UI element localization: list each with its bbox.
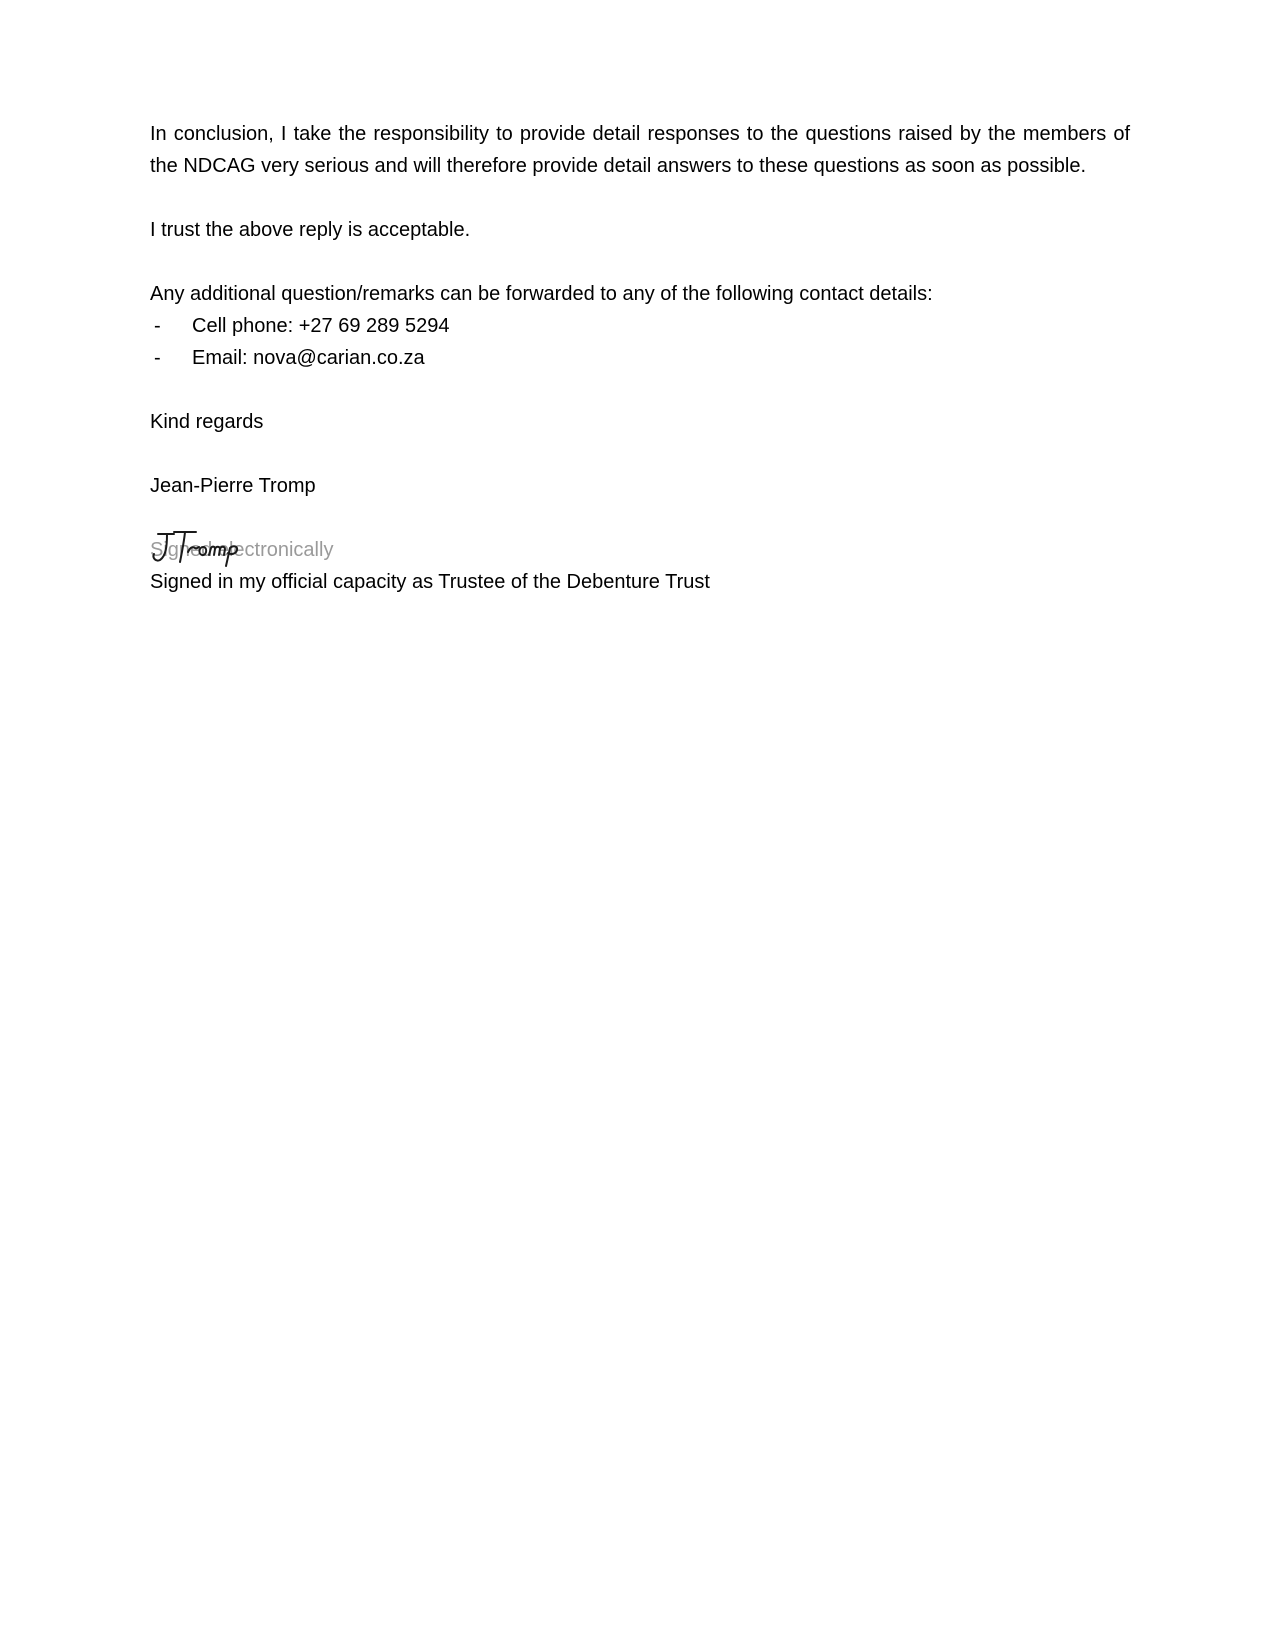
- conclusion-paragraph: In conclusion, I take the responsibility to provide detail responses to the questions raised by the members of the NDCAG very serious and will therefore provide detail answers to these questions as soon as possible.: [150, 123, 1130, 177]
- bullet-dash: -: [154, 347, 161, 369]
- contact-email: Email: nova@carian.co.za: [192, 347, 425, 369]
- signatory-name: Jean-Pierre Tromp: [150, 475, 316, 497]
- bullet-dash: -: [154, 315, 161, 337]
- signature-strokes: [153, 532, 237, 566]
- trust-line: I trust the above reply is acceptable.: [150, 219, 471, 241]
- contact-item-email: [150, 342, 1130, 374]
- contact-list: [150, 310, 1130, 374]
- closing: Kind regards: [150, 411, 264, 433]
- handwritten-signature: [148, 522, 258, 572]
- contact-phone: Cell phone: +27 69 289 5294: [192, 315, 450, 337]
- contact-item-phone: [150, 310, 1130, 342]
- signature-block: [150, 534, 1130, 566]
- signature-caption: Signed electronically: [150, 539, 334, 561]
- contact-intro: Any additional question/remarks can be forwarded to any of the following contact details:: [150, 283, 933, 305]
- signing-capacity: Signed in my official capacity as Trustee of the Debenture Trust: [150, 571, 710, 593]
- letter-body: [150, 118, 1130, 598]
